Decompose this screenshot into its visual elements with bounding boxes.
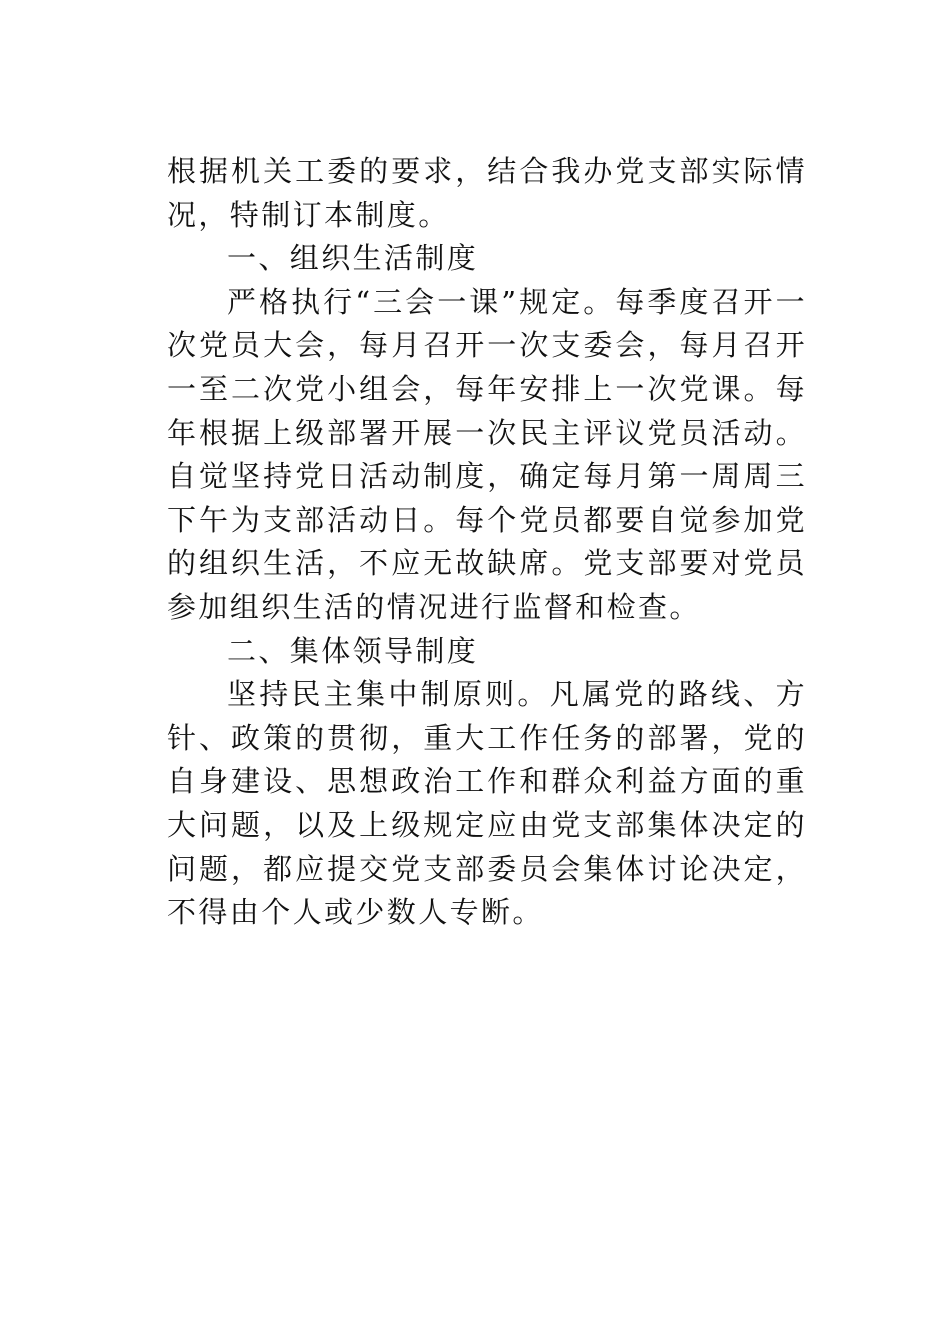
section-heading-collective-leadership: 二、集体领导制度 [227,633,479,668]
collective-leadership-paragraph: 坚持民主集中制原则。凡属党的路线、方针、政策的贯彻，重大工作任务的部署，党的自身建设、思想政治工作和群众利益方面的重大问题，以及上级规定应由党支部集体决定的问题，都应提交党支部委员会集体讨论决定，不得由个人或少数人专断。 [167,677,807,930]
intro-paragraph: 根据机关工委的要求，结合我办党支部实际情况，特制订本制度。 [167,154,807,232]
document-body [167,150,807,935]
organization-life-paragraph: 严格执行“三会一课”规定。每季度召开一次党员大会，每月召开一次支委会，每月召开一至二次党小组会，每年安排上一次党课。每年根据上级部署开展一次民主评议党员活动。自觉坚持党日活动制度，确定每月第一周周三下午为支部活动日。每个党员都要自觉参加党的组织生活，不应无故缺席。党支部要对党员参加组织生活的情况进行监督和检查。 [167,284,807,624]
section-heading-organization-life: 一、组织生活制度 [227,241,479,276]
